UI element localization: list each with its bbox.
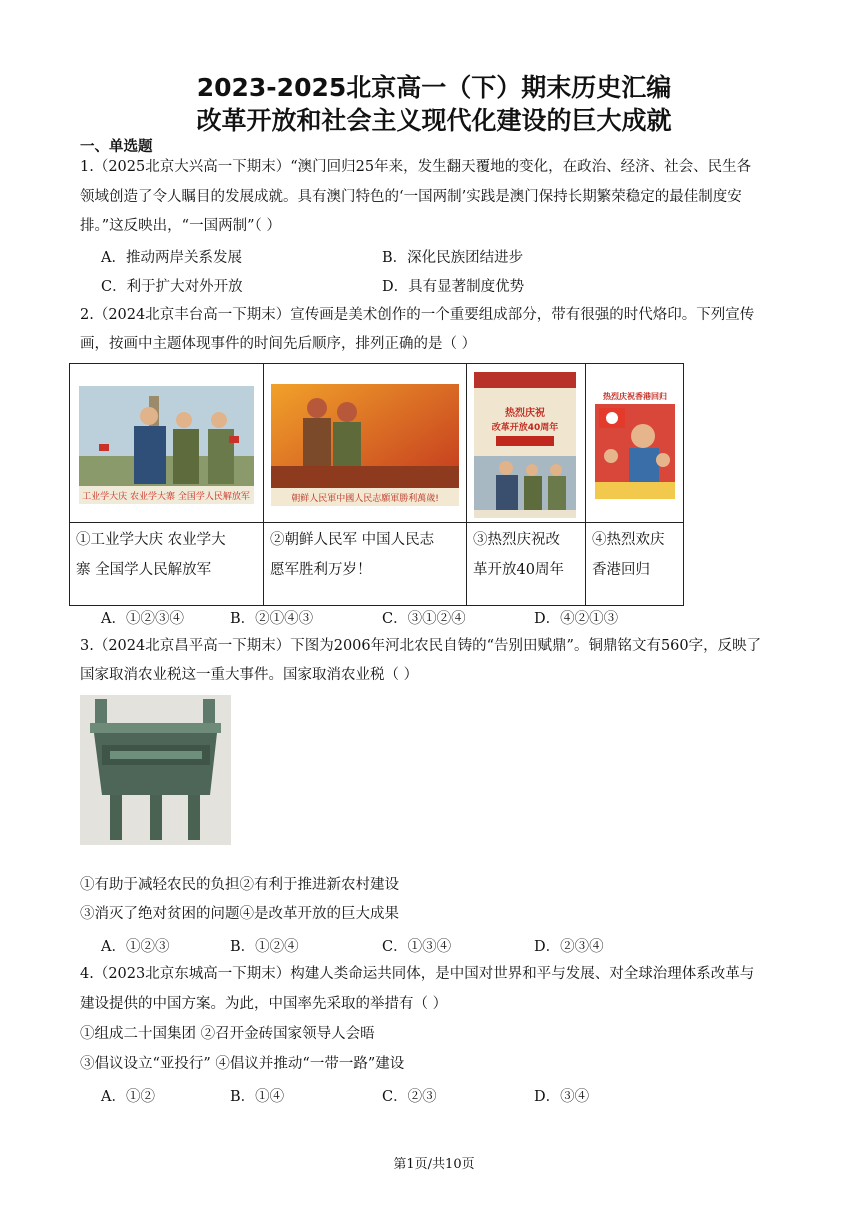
q3-stem-line: 3.（2024北京昌平高一下期末）下图为2006年河北农民自铸的“告别田赋鼎”。铜鼎铭文有560字，反映了 xyxy=(80,638,762,654)
q1-option-d[interactable]: D．具有显著制度优势 xyxy=(382,279,525,295)
q1-stem-line: 领域创造了令人瞩目的发展成就。具有澳门特色的‘一国两制’实践是澳门保持长期繁荣稳定的最佳制度安 xyxy=(80,189,742,205)
q3-option-a[interactable]: A．①②③ xyxy=(101,939,170,955)
q4-statement-line: ①组成二十国集团 ②召开金砖国家领导人会晤 xyxy=(80,1026,375,1042)
q4-option-c[interactable]: C．②③ xyxy=(382,1089,437,1105)
caption-line: ②朝鲜人民军 中国人民志 xyxy=(270,532,435,548)
caption-line: ④热烈欢庆 xyxy=(592,532,665,548)
poster-caption-4 xyxy=(586,523,684,606)
q3-statement-line: ③消灭了绝对贫困的问题④是改革开放的巨大成果 xyxy=(80,906,399,922)
poster-image-3 xyxy=(474,372,576,518)
page-number: 第1页/共10页 xyxy=(393,1157,475,1172)
poster-image-4 xyxy=(595,386,675,499)
document-subtitle: 改革开放和社会主义现代化建设的巨大成就 xyxy=(196,106,672,135)
q1-stem-line: 1.（2025北京大兴高一下期末）“澳门回归25年来，发生翻天覆地的变化，在政治、经济、社会、民生各 xyxy=(80,159,752,175)
caption-line: 愿军胜利万岁！ xyxy=(270,562,372,578)
poster-cell-3 xyxy=(467,364,586,523)
q1-option-b[interactable]: B．深化民族团结进步 xyxy=(382,250,524,266)
q4-statement-line: ③倡议设立“亚投行” ④倡议并推动“一带一路”建设 xyxy=(80,1056,405,1072)
svg-text:热烈庆祝: 热烈庆祝 xyxy=(505,408,545,419)
caption-line: ③热烈庆祝改 xyxy=(473,532,560,548)
q4-stem-line: 建设提供的中国方案。为此，中国率先采取的举措有（ ） xyxy=(80,996,448,1012)
q3-statement-line: ①有助于减轻农民的负担②有利于推进新农村建设 xyxy=(80,877,399,893)
q2-stem-line: 2.（2024北京丰台高一下期末）宣传画是美术创作的一个重要组成部分，带有很强的时代烙印。下列宣传 xyxy=(80,307,755,323)
poster-cell-1 xyxy=(70,364,264,523)
q3-option-d[interactable]: D．②③④ xyxy=(534,939,604,955)
document-title: 2023-2025北京高一（下）期末历史汇编 xyxy=(196,73,672,102)
poster-image-2 xyxy=(271,384,459,506)
poster-2-banner: 朝鲜人民軍中國人民志願軍勝利萬歲! xyxy=(291,494,439,504)
q2-stem-line: 画，按画中主题体现事件的时间先后顺序，排列正确的是（ ） xyxy=(80,336,477,352)
q2-option-d[interactable]: D．④②①③ xyxy=(534,611,619,627)
section-heading: 一、单选题 xyxy=(80,139,153,155)
q3-option-c[interactable]: C．①③④ xyxy=(382,939,452,955)
q1-stem-line: 排。”这反映出，“一国两制”（ ） xyxy=(80,218,281,234)
caption-line: 香港回归 xyxy=(592,562,650,578)
q4-option-a[interactable]: A．①② xyxy=(101,1089,155,1105)
poster-table xyxy=(69,363,684,606)
caption-line: 革开放40周年 xyxy=(473,562,564,578)
poster-caption-3 xyxy=(467,523,586,606)
q4-option-d[interactable]: D．③④ xyxy=(534,1089,590,1105)
q4-stem-line: 4.（2023北京东城高一下期末）构建人类命运共同体，是中国对世界和平与发展、对全球治理体系改革与 xyxy=(80,966,755,982)
q2-option-a[interactable]: A．①②③④ xyxy=(101,611,184,627)
q4-option-b[interactable]: B．①④ xyxy=(230,1089,285,1105)
poster-cell-2 xyxy=(264,364,467,523)
poster-caption-1 xyxy=(70,523,264,606)
caption-line: 寨 全国学人民解放军 xyxy=(76,562,212,578)
q3-option-b[interactable]: B．①②④ xyxy=(230,939,299,955)
svg-text:改革开放40周年: 改革开放40周年 xyxy=(491,423,559,433)
poster-4-banner: 热烈庆祝香港回归 xyxy=(603,392,667,401)
q3-stem-line: 国家取消农业税这一重大事件。国家取消农业税（ ） xyxy=(80,667,419,683)
poster-caption-2 xyxy=(264,523,467,606)
q2-option-b[interactable]: B．②①④③ xyxy=(230,611,314,627)
q1-option-a[interactable]: A．推动两岸关系发展 xyxy=(101,250,242,266)
poster-cell-4 xyxy=(586,364,684,523)
bronze-ding-image xyxy=(80,695,231,845)
caption-line: ①工业学大庆 农业学大 xyxy=(76,532,226,548)
q1-option-c[interactable]: C．利于扩大对外开放 xyxy=(101,279,243,295)
poster-image-1 xyxy=(79,386,254,504)
q2-option-c[interactable]: C．③①②④ xyxy=(382,611,466,627)
poster-1-banner: 工业学大庆 农业学大寨 全国学人民解放军 xyxy=(82,492,250,502)
